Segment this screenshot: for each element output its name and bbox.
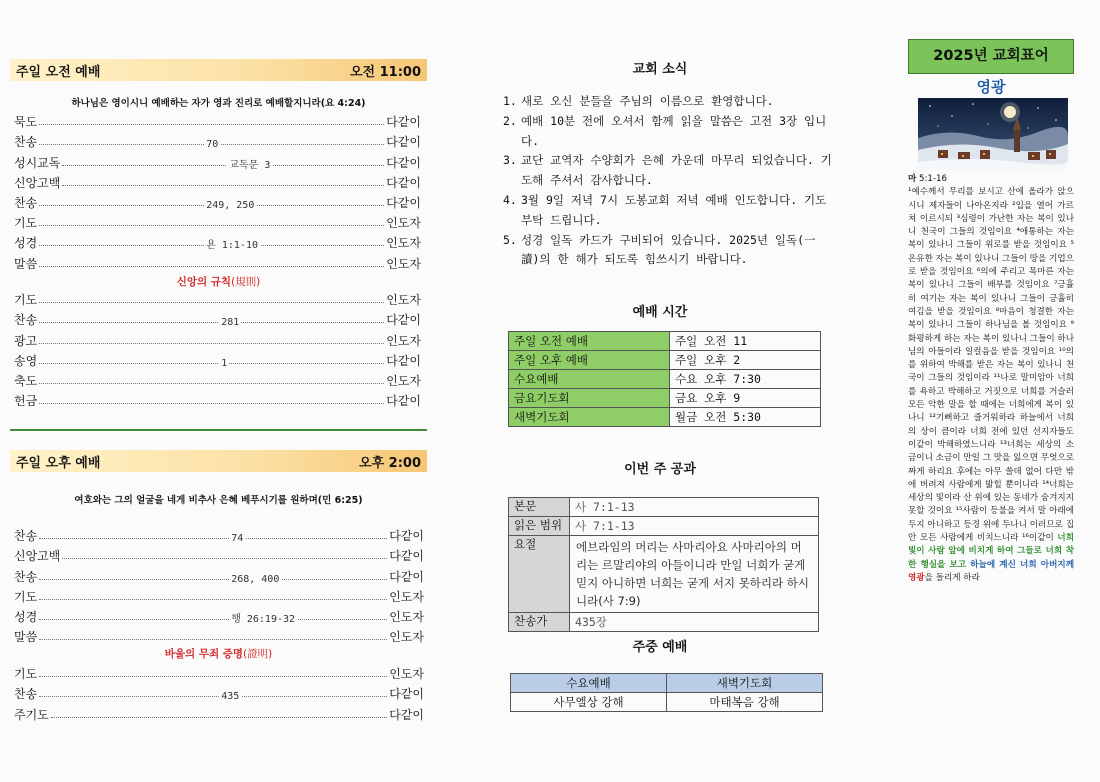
lesson-key: 요절 [509, 536, 570, 613]
motto-word: 영광 [976, 78, 1006, 96]
order-label: 송영 [14, 353, 38, 368]
lesson-row [509, 613, 819, 632]
dot-leader [39, 357, 384, 369]
order-leader: 인도자 [389, 630, 424, 645]
lesson-row [509, 517, 819, 536]
dot-leader [39, 199, 384, 211]
order-detail: 교독문 3 [227, 156, 272, 171]
order-row [14, 605, 424, 625]
order-detail: 1 [221, 357, 228, 369]
order-row [14, 544, 424, 564]
order-row [14, 171, 421, 191]
order-detail: 249, 250 [206, 199, 255, 211]
order-leader: 인도자 [386, 333, 421, 348]
dot-leader [39, 342, 384, 344]
midweek-header-wed: 수요예배 [511, 674, 667, 693]
order-label: 찬송 [14, 529, 38, 544]
order-label: 신앙고백 [14, 175, 61, 190]
service-times-table [508, 331, 821, 427]
order-label: 찬송 [14, 569, 38, 584]
dot-leader [39, 598, 387, 600]
divider [10, 429, 427, 431]
news-title: 교회 소식 [632, 62, 688, 77]
order-leader: 인도자 [386, 293, 421, 308]
dot-leader [39, 675, 387, 677]
order-leader: 다같이 [389, 707, 424, 722]
lesson-value: 에브라임의 머리는 사마리아요 사마리아의 머리는 르말리야의 아들이니라 만일 너희가 굳게 믿지 아니하면 너희는 굳게 서지 못하리라 하시니라(사 7:9) [570, 536, 819, 613]
scripture-range: 5:1-16 [919, 174, 947, 184]
order-detail: 281 [221, 317, 240, 329]
news-item [503, 112, 833, 152]
order-leader: 인도자 [386, 216, 421, 231]
order-label: 헌금 [14, 394, 38, 409]
midweek-value-wed: 사무엘상 강해 [511, 693, 667, 712]
order-leader: 다같이 [386, 135, 421, 150]
order-label: 기도 [14, 667, 38, 682]
order-detail: 70 [206, 139, 219, 151]
order-detail: 74 [231, 533, 244, 545]
order-detail: 268, 400 [231, 573, 280, 585]
afternoon-sermon-title: 바울의 무죄 증명(證明) [164, 648, 273, 660]
order-label: 말씀 [14, 630, 38, 645]
news-text: 새로 오신 분들을 주님의 이름으로 환영합니다. [521, 94, 774, 108]
order-row [14, 349, 421, 369]
order-label: 찬송 [14, 687, 38, 702]
afternoon-service-title: 주일 오후 예배 [16, 455, 101, 471]
order-row [14, 130, 421, 150]
morning-order-2 [14, 288, 421, 409]
service-name: 주일 오전 예배 [509, 332, 670, 351]
order-row [14, 585, 424, 605]
afternoon-service-header [10, 450, 427, 472]
morning-service-title: 주일 오전 예배 [16, 64, 101, 80]
service-time: 주일 오전 11 [670, 332, 821, 351]
news-number: 5. [503, 232, 517, 247]
dot-leader [39, 402, 384, 404]
order-row [14, 369, 421, 389]
dot-leader [39, 691, 387, 703]
order-row [14, 702, 424, 722]
service-time-row [509, 408, 821, 427]
order-detail: 행 26:19-32 [229, 610, 297, 625]
order-label: 주기도 [14, 707, 49, 722]
order-label: 성시교독 [14, 155, 61, 170]
order-leader: 다같이 [386, 115, 421, 130]
news-number: 4. [503, 192, 517, 207]
order-row [14, 625, 424, 645]
order-label: 신앙고백 [14, 549, 61, 564]
service-times-title: 예배 시간 [632, 305, 688, 320]
afternoon-order-2 [14, 662, 424, 723]
news-text: 성경 일독 카드가 구비되어 있습니다. 2025년 일독(一讀)의 한 해가 되도록 힘쓰시기 바랍니다. [521, 232, 816, 267]
order-label: 말씀 [14, 256, 38, 271]
order-leader: 인도자 [386, 256, 421, 271]
order-row [14, 110, 421, 130]
order-leader: 다같이 [386, 313, 421, 328]
order-label: 찬송 [14, 135, 38, 150]
scripture-text: 마 5:1-16 ¹예수께서 무리를 보시고 산에 올라가 앉으시니 제자들이 나아온지라 ²입을 열어 가르쳐 이르시되 ³심령이 가난한 자는 복이 있나니 천국이 그들의 것임이요 ⁴애통하는 자는 복이 있나니 그들이 위로를 받을 것임이요 ⁵온유한 자는 복이 있나니 그들이 땅을 기업으로 받을 것임이요 ⁶의에 주리고 목마른 자는 복이 있나니 그들이 배부를 것임이요 ⁷긍휼히 여기는 자는 복이 있나니 그들이 긍휼히 여김을 받을 것임이요 ⁸마음이 청결한 자는 복이 있나니 그들이 하나님을 볼 것임이요 ⁹화평하게 하는 자는 복이 있나니 그들이 하나님의 아들이라 일컬음을 받을 것임이요 ¹⁰의를 위하여 박해를 받은 자는 복이 있나니 천국이 그들의 것임이라 ¹¹나로 말미암아 너희를 욕하고 박해하고 거짓으로 너희를 거슬러 모든 악한 말을 할 때에는 너희에게 복이 있나니 ¹²기뻐하고 즐거워하라 하늘에서 너희의 상이 큼이라 너희 전에 있던 선지자들도 이같이 박해하였느니라 ¹³너희는 세상의 소금이니 소금이 만일 그 맛을 잃으면 무엇으로 짜게 하리요 후에는 아무 쓸데 없어 다만 밖에 버려져 사람에게 밟힐 뿐이니라 ¹⁴너희는 세상의 빛이라 산 위에 있는 동네가 숨겨지지 못할 것이요 ¹⁵사람이 등불을 켜서 말 아래에 두지 아니하고 등경 위에 두나니 이러므로 집 안 모든 사람에게 비치느니라 ¹⁶이같이 너희 빛이 사람 앞에 비치게 하여 그들로 너희 착한 행실을 보고 하늘에 계신 너희 아버지께 영광을 돌리게 하라 [908, 174, 1074, 583]
dot-leader [62, 184, 384, 186]
scripture-ref: 마 [908, 174, 917, 184]
news-text: 3월 9일 저녁 7시 도봉교회 저녁 예배 인도합니다. 기도 부탁 드립니다. [521, 192, 827, 227]
service-time: 주일 오후 2 [670, 351, 821, 370]
order-leader: 다같이 [389, 549, 424, 564]
midweek-table [510, 673, 823, 712]
news-item [503, 191, 833, 231]
dot-leader [39, 301, 384, 303]
motto-title: 2025년 교회표어 [908, 39, 1074, 74]
order-leader: 인도자 [389, 609, 424, 624]
order-leader: 인도자 [389, 589, 424, 604]
order-row [14, 251, 421, 271]
service-name: 금요기도회 [509, 389, 670, 408]
news-number: 2. [503, 113, 517, 128]
service-name: 주일 오후 예배 [509, 351, 670, 370]
order-label: 광고 [14, 333, 38, 348]
order-row [14, 564, 424, 584]
order-label: 기도 [14, 293, 38, 308]
order-label: 묵도 [14, 115, 38, 130]
news-list [503, 92, 833, 270]
service-time: 월금 오전 5:30 [670, 408, 821, 427]
lesson-key: 읽은 범위 [509, 517, 570, 536]
dot-leader [62, 557, 387, 559]
order-leader: 인도자 [386, 373, 421, 388]
order-label: 성경 [14, 236, 38, 251]
order-leader: 인도자 [386, 236, 421, 251]
morning-verse: 하나님은 영이시니 예배하는 자가 영과 진리로 예배할지니라(요 4:24) [71, 98, 366, 109]
news-text: 예배 10분 전에 오셔서 함께 읽을 말씀은 고전 3장 입니다. [521, 113, 827, 148]
service-name: 수요예배 [509, 370, 670, 389]
news-item [503, 231, 833, 271]
dot-leader [51, 716, 387, 718]
dot-leader [39, 533, 387, 545]
order-leader: 다같이 [389, 529, 424, 544]
order-row [14, 524, 424, 544]
order-row [14, 231, 421, 251]
order-leader: 다같이 [386, 195, 421, 210]
morning-order-1 [14, 110, 421, 272]
lesson-value: 사 7:1-13 [570, 517, 819, 536]
dot-leader [39, 224, 384, 226]
lesson-value: 435장 [570, 613, 819, 632]
order-label: 축도 [14, 373, 38, 388]
order-label: 찬송 [14, 313, 38, 328]
order-row [14, 211, 421, 231]
lesson-value: 사 7:1-13 [570, 498, 819, 517]
midweek-value-dawn: 마태복음 강해 [667, 693, 823, 712]
service-time-row [509, 370, 821, 389]
winter-village-image [918, 98, 1068, 170]
order-leader: 다같이 [386, 353, 421, 368]
order-leader: 다같이 [386, 175, 421, 190]
order-leader: 다같이 [389, 569, 424, 584]
order-row [14, 308, 421, 328]
service-time: 수요 오후 7:30 [670, 370, 821, 389]
morning-sermon-title: 신앙의 규칙(規則) [176, 276, 261, 288]
news-number: 3. [503, 153, 517, 168]
order-label: 기도 [14, 216, 38, 231]
lesson-title: 이번 주 공과 [624, 462, 696, 477]
afternoon-service-time: 오후 2:00 [359, 455, 421, 471]
service-time: 금요 오후 9 [670, 389, 821, 408]
order-row [14, 191, 421, 211]
order-leader: 다같이 [386, 155, 421, 170]
service-name: 새벽기도회 [509, 408, 670, 427]
order-row [14, 389, 421, 409]
dot-leader [39, 123, 384, 125]
lesson-row [509, 498, 819, 517]
highlight-red: 영광 [908, 572, 925, 583]
order-label: 찬송 [14, 195, 38, 210]
lesson-key: 찬송가 [509, 613, 570, 632]
dot-leader [39, 613, 387, 625]
dot-leader [39, 139, 384, 151]
order-leader: 다같이 [389, 687, 424, 702]
afternoon-order-1 [14, 524, 424, 645]
order-row [14, 662, 424, 682]
service-time-row [509, 351, 821, 370]
highlight-green: 너희 빛이 사람 앞에 비치게 하여 그들로 너희 착한 행실을 보고 [908, 533, 1074, 570]
lesson-table [508, 497, 819, 632]
order-label: 성경 [14, 609, 38, 624]
dot-leader [39, 317, 384, 329]
news-number: 1. [503, 94, 517, 108]
lesson-row [509, 536, 819, 613]
dot-leader [39, 240, 384, 252]
highlight-blue: 하늘에 계신 너희 아버지께 [966, 559, 1074, 570]
dot-leader [62, 159, 384, 171]
morning-service-time: 오전 11:00 [349, 64, 421, 80]
order-label: 기도 [14, 589, 38, 604]
midweek-header-dawn: 새벽기도회 [667, 674, 823, 693]
order-row [14, 288, 421, 308]
morning-service-header [10, 59, 427, 81]
service-time-row [509, 389, 821, 408]
order-detail: 욘 1:1-10 [204, 236, 260, 251]
order-row [14, 150, 421, 170]
afternoon-verse: 여호와는 그의 얼굴을 네게 비추사 은혜 베푸시기를 원하며(민 6:25) [74, 495, 363, 506]
order-leader: 다같이 [386, 394, 421, 409]
order-row [14, 682, 424, 702]
news-item [503, 92, 833, 112]
dot-leader [39, 638, 387, 640]
dot-leader [39, 573, 387, 585]
dot-leader [39, 382, 384, 384]
order-leader: 인도자 [389, 667, 424, 682]
news-item [503, 151, 833, 191]
midweek-title: 주중 예배 [632, 640, 688, 655]
service-time-row [509, 332, 821, 351]
order-detail: 435 [221, 691, 240, 703]
dot-leader [39, 265, 384, 267]
lesson-key: 본문 [509, 498, 570, 517]
order-row [14, 328, 421, 348]
news-text: 교단 교역자 수양회가 은혜 가운데 마무리 되었습니다. 기도해 주셔서 감사합니다. [521, 153, 832, 188]
